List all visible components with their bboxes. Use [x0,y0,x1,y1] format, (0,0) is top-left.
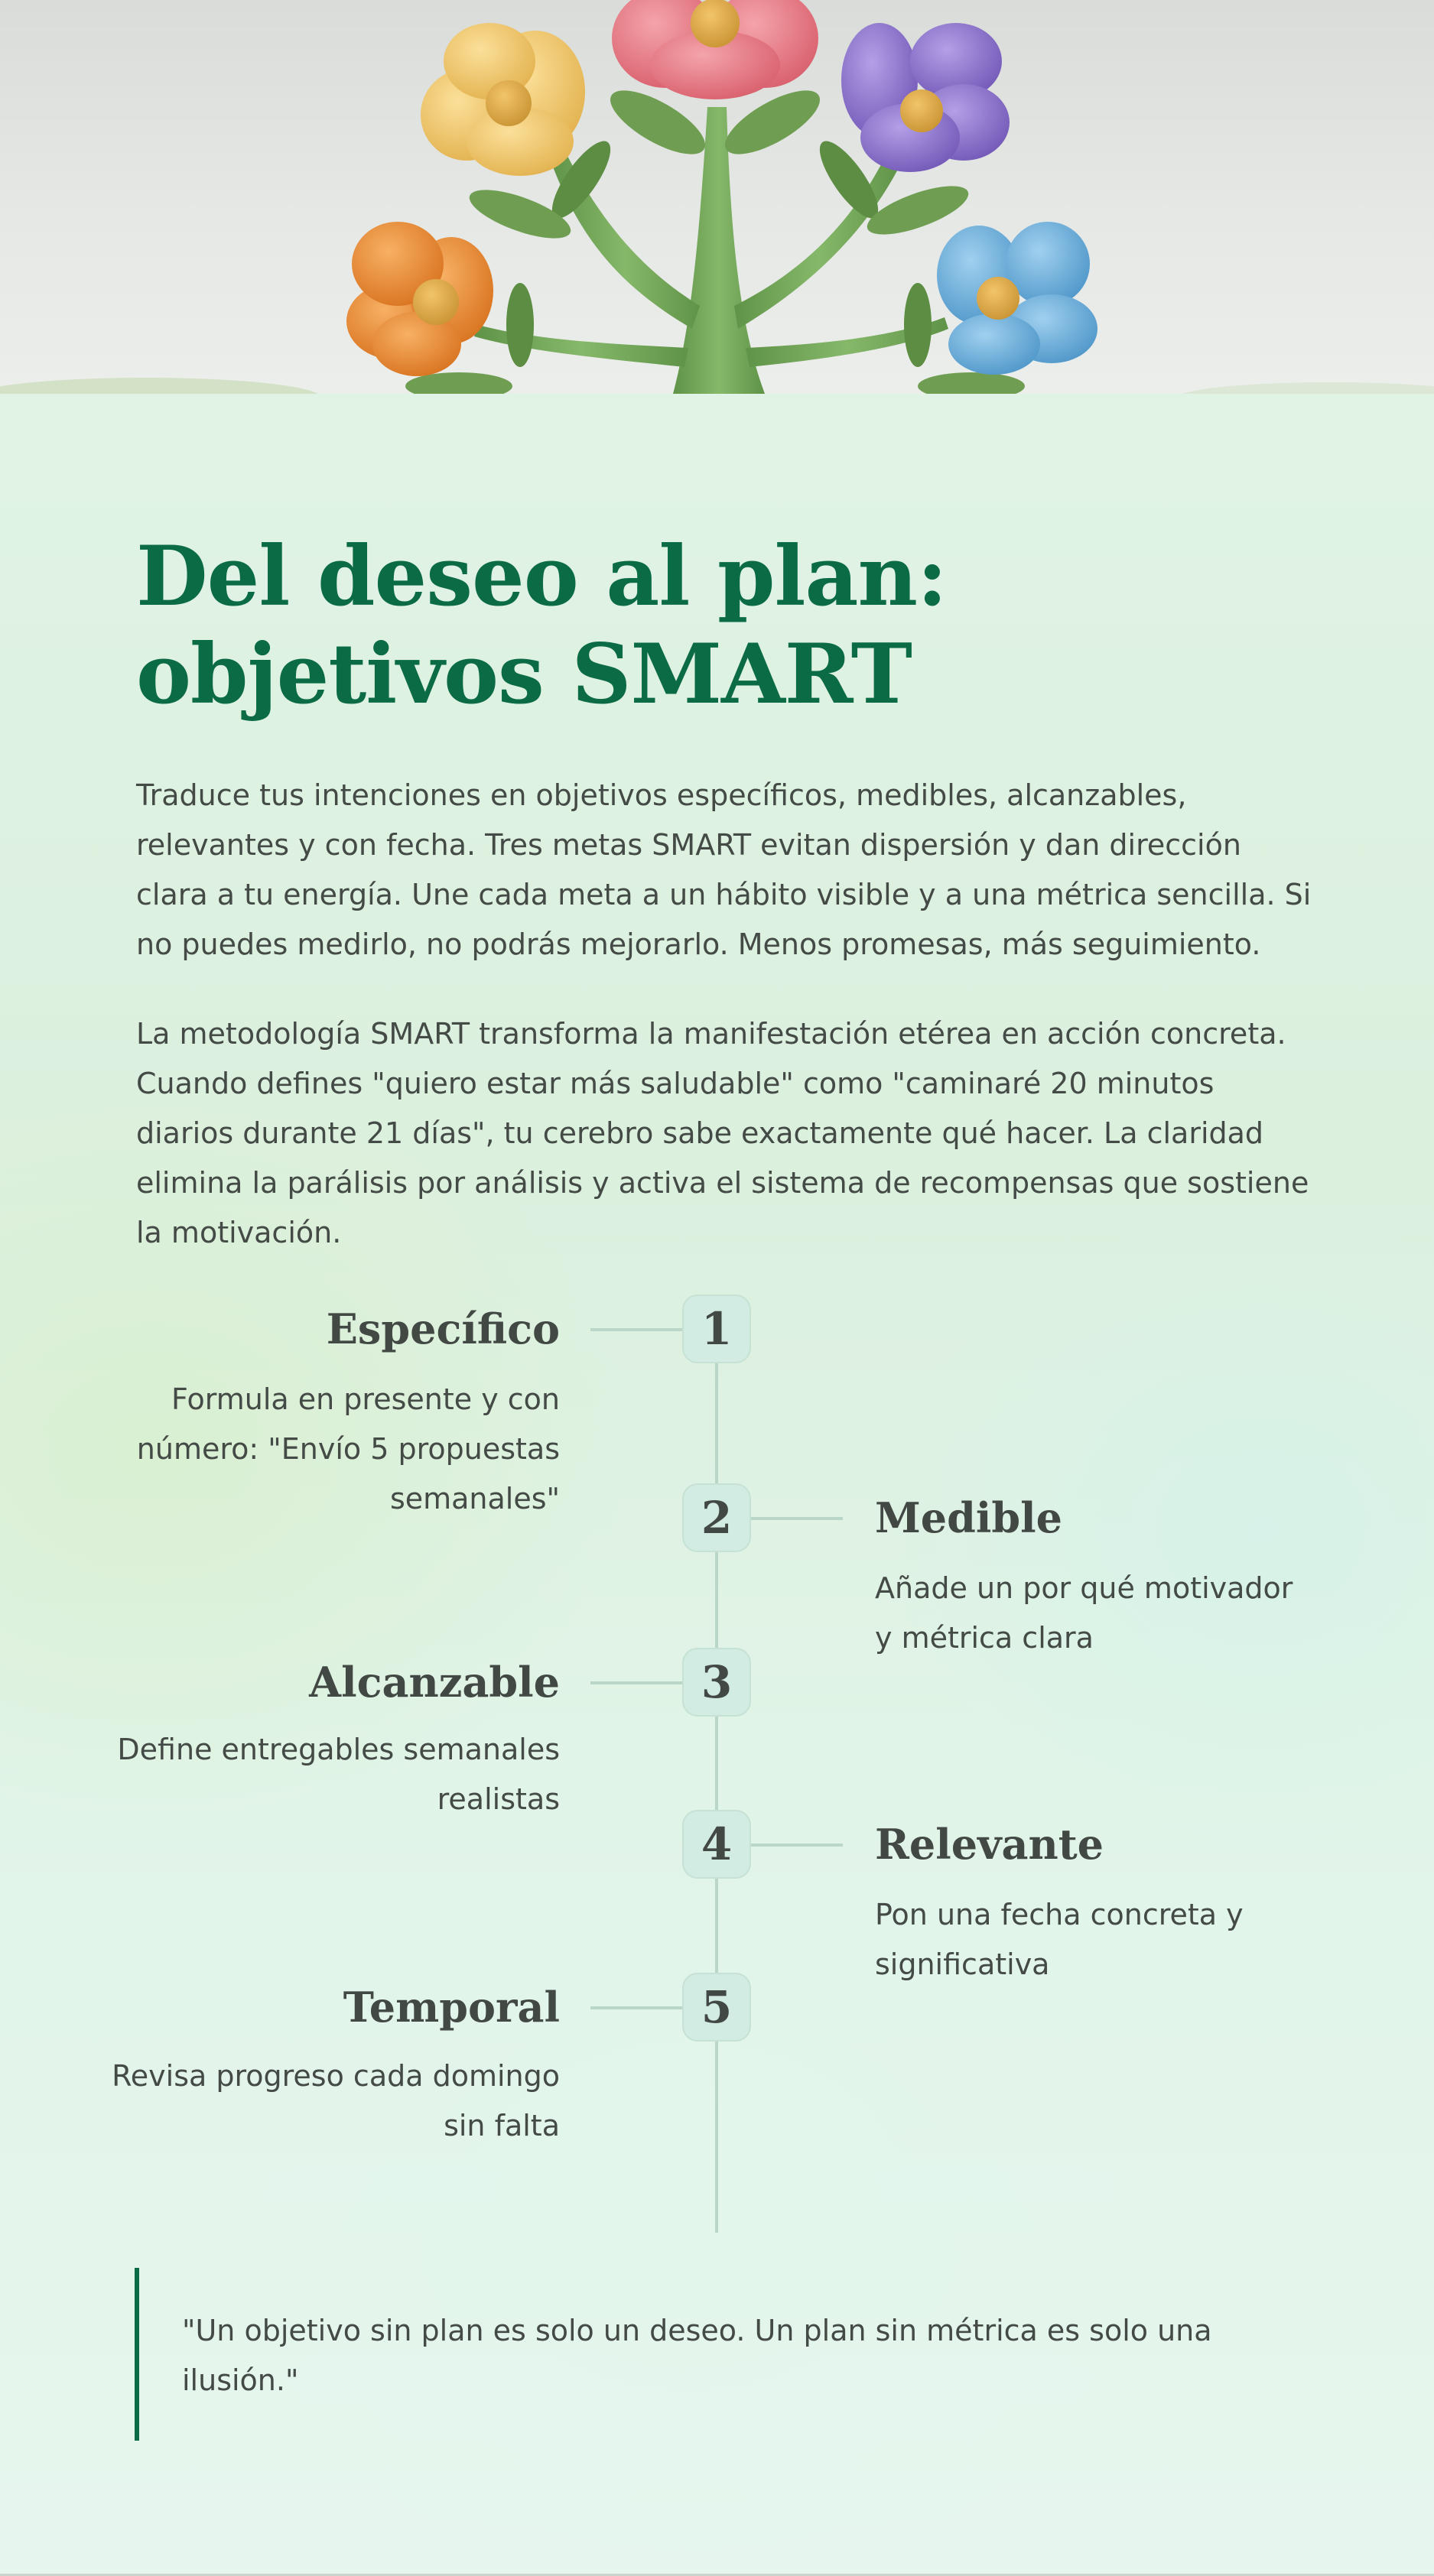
step-4-title: Relevante [875,1820,1104,1869]
purple-flower-icon [841,23,1010,172]
step-4-connector [751,1843,843,1847]
step-5-connector [590,2006,682,2009]
step-3-connector [590,1681,682,1684]
pink-flower-icon [612,0,818,99]
yellow-flower-icon [421,23,585,176]
step-2-title: Medible [875,1493,1063,1542]
step-1-number: 1 [682,1294,751,1363]
step-5-description: Revisa progreso cada domingo sin falta [112,2059,560,2142]
intro-paragraph: Traduce tus intenciones en objetivos específicos, medibles, alcanzables, relevantes y con fecha. Tres metas SMART evitan dispersión y dan dirección clara a tu energía. Une cada meta a un hábito visible y a una métrica sencilla. Si no puedes medirlo, no podrás mejorarlo. Menos promesas, más seguimiento. [136,778,1312,961]
step-5-title: Temporal [343,1983,560,2032]
step-1-description: Formula en presente y con número: "Envío 5 propuestas semanales" [136,1382,560,1515]
step-4-description: Pon una fecha concreta y significativa [875,1898,1244,1981]
step-4-number: 4 [682,1810,751,1879]
step-2-number: 2 [682,1483,751,1552]
step-3-description: Define entregables semanales realistas [117,1733,560,1816]
flower-tree-illustration [0,0,1434,394]
step-1-title: Específico [326,1304,560,1353]
step-5-number: 5 [682,1973,751,2042]
blue-flower-icon [937,222,1097,375]
step-3-title: Alcanzable [309,1658,560,1707]
closing-quote: "Un objetivo sin plan es solo un deseo. Un plan sin métrica es solo una ilusión." [182,2314,1212,2397]
method-paragraph: La metodología SMART transforma la manifestación etérea en acción concreta. Cuando defines "quiero estar más saludable" como "caminaré 20 minutos diarios durante 21 días", tu cerebro sabe exactamente qué hacer. La claridad elimina la parálisis por análisis y activa el sistema de recompensas que sostiene la motivación. [136,1017,1309,1249]
quote-accent-bar [135,2268,139,2441]
page-title: Del deseo al plan: objetivos SMART [136,528,947,723]
step-1-connector [590,1328,682,1331]
step-3-number: 3 [682,1648,751,1717]
hero-image [0,0,1434,394]
step-2-description: Añade un por qué motivador y métrica clara [875,1571,1293,1655]
step-2-connector [751,1517,843,1520]
orange-flower-icon [346,222,493,376]
timeline-line [715,1330,718,2233]
